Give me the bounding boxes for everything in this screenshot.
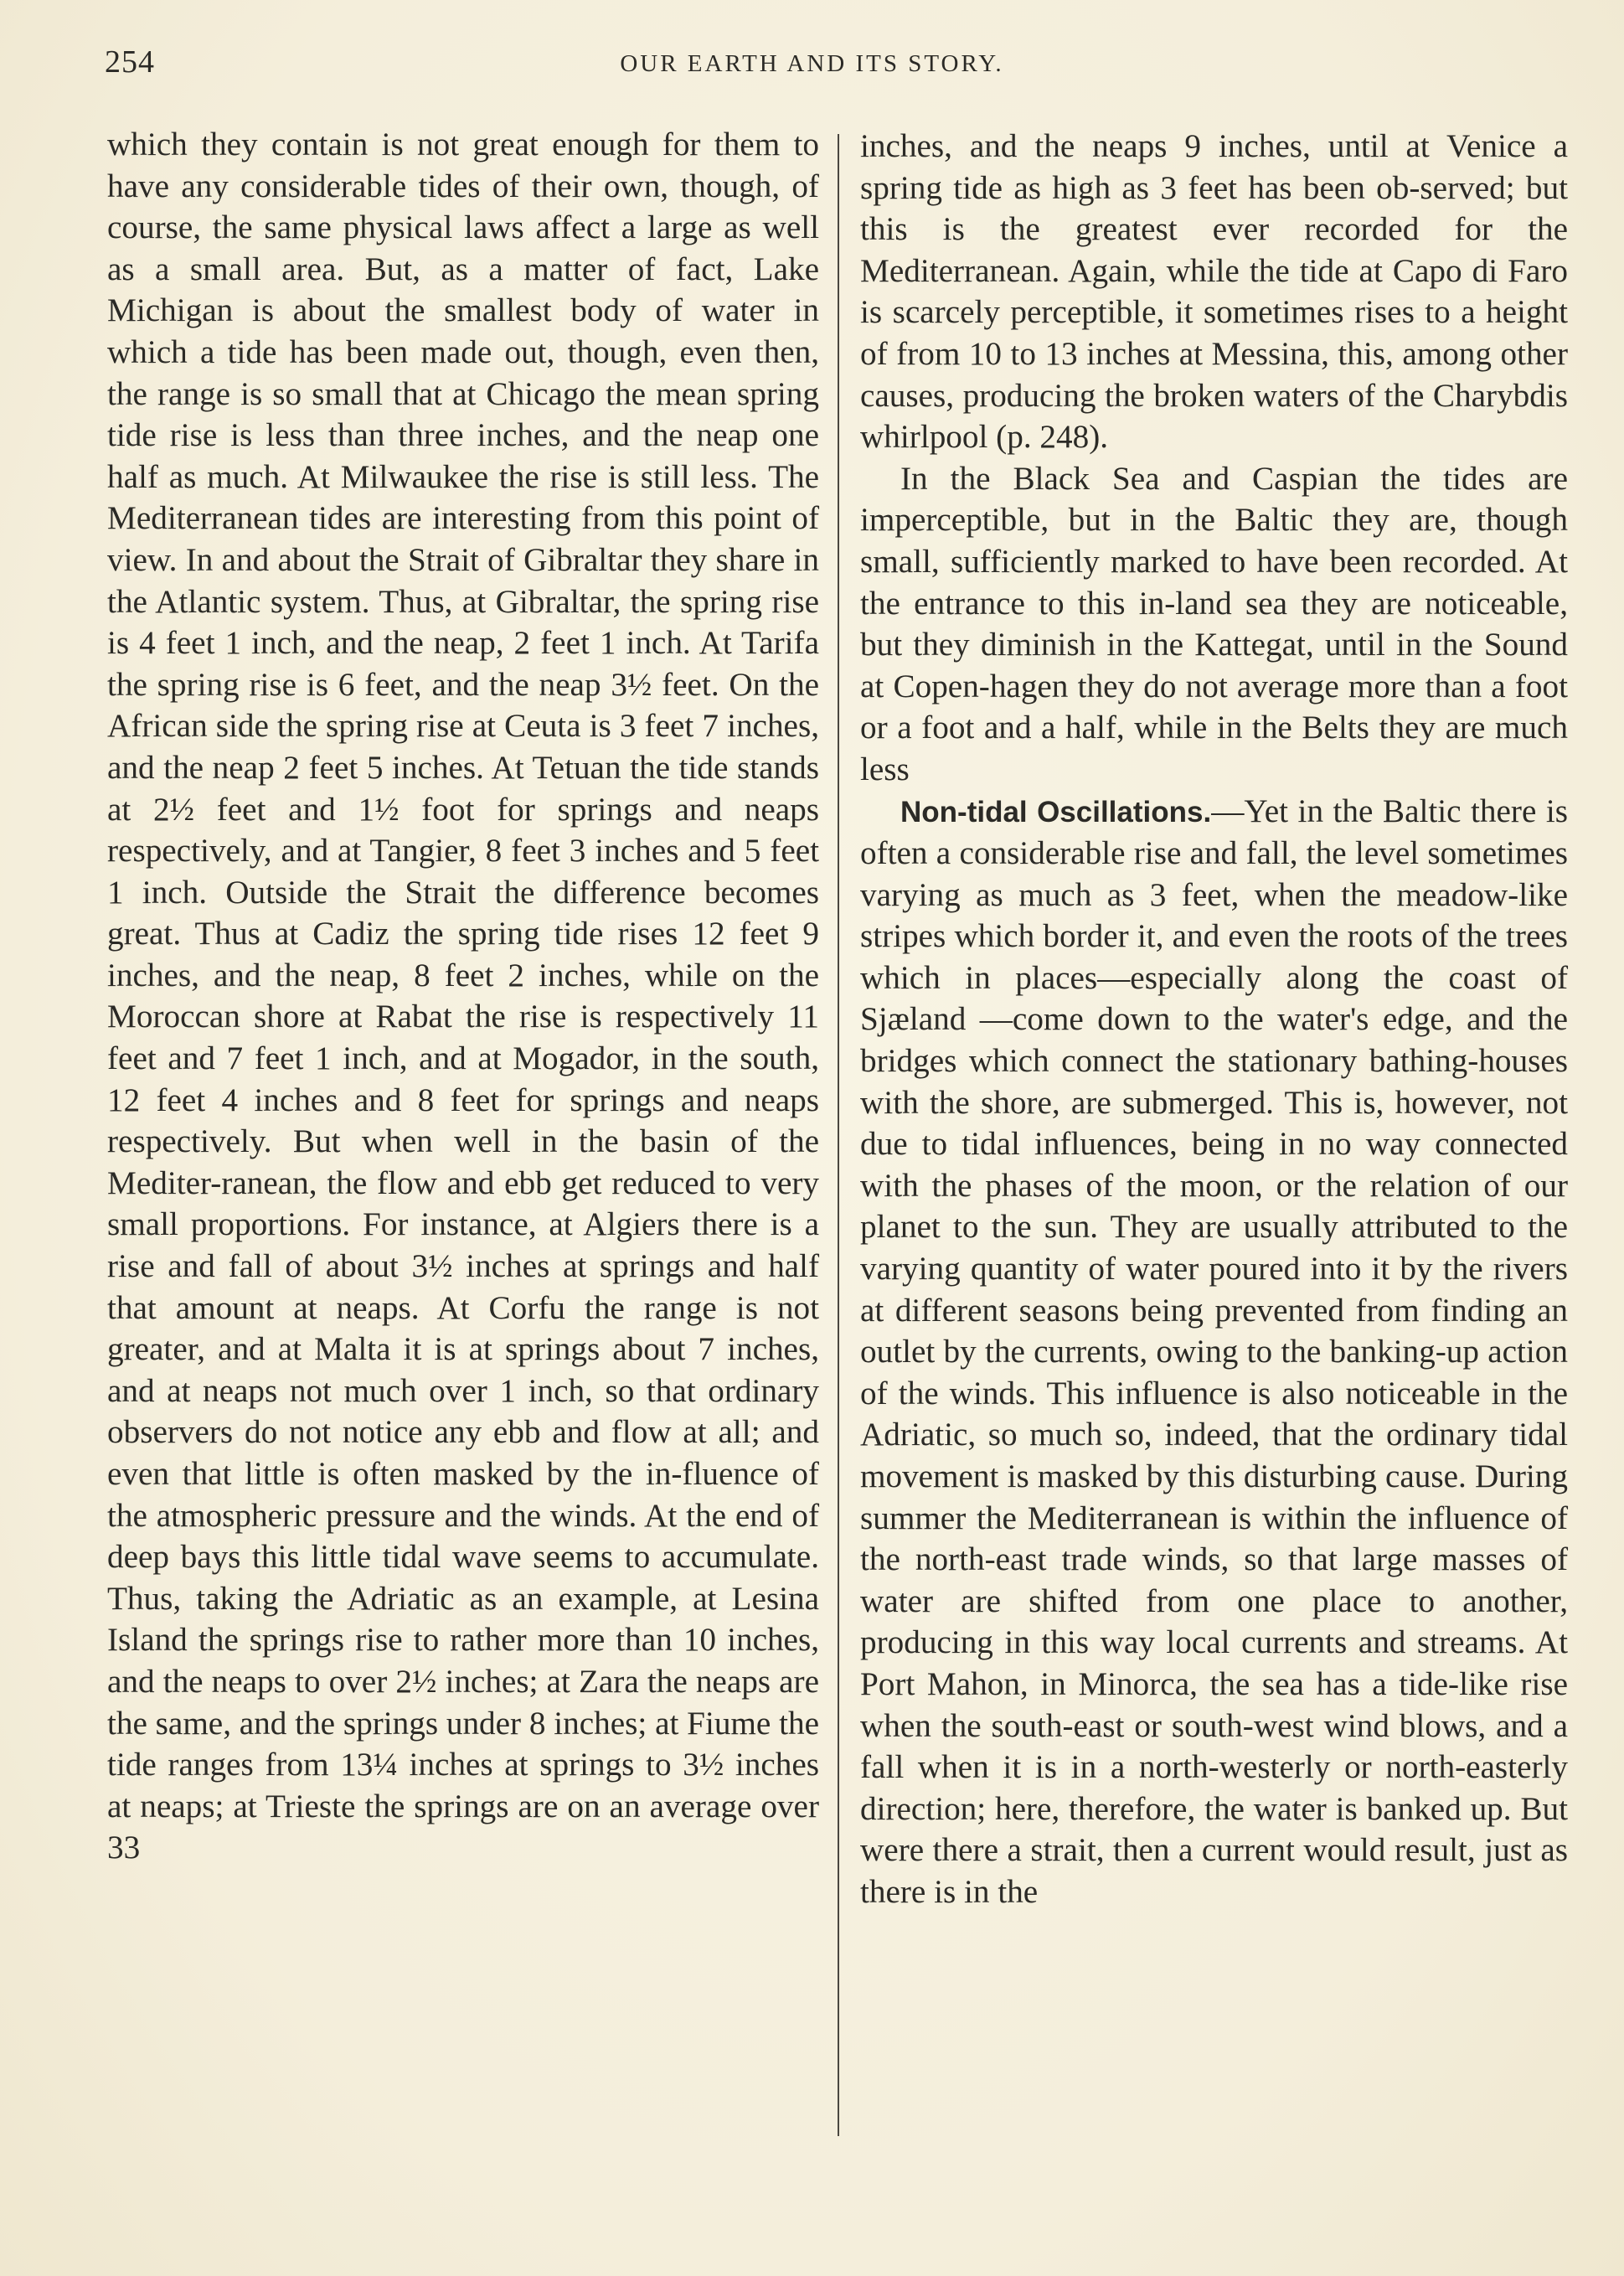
page-number: 254: [105, 44, 155, 80]
right-column: [860, 126, 1568, 1913]
left-column: [107, 124, 819, 1869]
right-paragraph-1: inches, and the neaps 9 inches, until at Venice a spring tide as high as 3 feet has been ob-served; but this is the greatest ever recorded for the Mediterranean. Again, while the tide at Capo di Faro is scarcely perceptible, it sometimes rises to a height of from 10 to 13 inches at Messina, this, among other causes, producing the broken waters of the Charybdis whirlpool (p. 248).: [860, 128, 1568, 456]
section-heading: Non-tidal Oscillations.: [900, 795, 1212, 828]
right-paragraph-2: In the Black Sea and Caspian the tides are imperceptible, but in the Baltic they are, though small, sufficiently marked to have been recorded. At the entrance to this in-land sea they are noticeable, but they diminish in the Kattegat, until in the Sound at Copen-hagen they do not average more than a foot or a foot and a half, while in the Belts they are much less: [860, 460, 1568, 787]
running-title: OUR EARTH AND ITS STORY.: [620, 50, 1004, 77]
column-divider: [838, 134, 839, 2136]
left-paragraph-1: which they contain is not great enough for them to have any considerable tides of their own, though, of course, the same physical laws affect a large as well as a small area. But, as a matter of fact, Lake Michigan is about the smallest body of water in which a tide has been made out, though, even then, the range is so small that at Chicago the mean spring tide rise is less than three inches, and the neap one half as much. At Milwaukee the rise is still less. The Mediterranean tides are interesting from this point of view. In and about the Strait of Gibraltar they share in the Atlantic system. Thus, at Gibraltar, the spring rise is 4 feet 1 inch, and the neap, 2 feet 1 inch. At Tarifa the spring rise is 6 feet, and the neap 3½ feet. On the African side the spring rise at Ceuta is 3 feet 7 inches, and the neap 2 feet 5 inches. At Tetuan the tide stands at 2½ feet and 1½ foot for springs and neaps respectively, and at Tangier, 8 feet 3 inches and 5 feet 1 inch. Outside the Strait the difference becomes great. Thus at Cadiz the spring tide rises 12 feet 9 inches, and the neap, 8 feet 2 inches, while on the Moroccan shore at Rabat the rise is respectively 11 feet and 7 feet 1 inch, and at Mogador, in the south, 12 feet 4 inches and 8 feet for springs and neaps respectively. But when well in the basin of the Mediter-ranean, the flow and ebb get reduced to very small proportions. For instance, at Algiers there is a rise and fall of about 3½ inches at springs and half that amount at neaps. At Corfu the range is not greater, and at Malta it is at springs about 7 inches, and at neaps not much over 1 inch, so that ordinary observers do not notice any ebb and flow at all; and even that little is often masked by the in-fluence of the atmospheric pressure and the winds. At the end of deep bays this little tidal wave seems to accumulate. Thus, taking the Adriatic as an example, at Lesina Island the springs rise to rather more than 10 inches, and the neaps to over 2½ inches; at Zara the neaps are the same, and the springs under 8 inches; at Fiume the tide ranges from 13¼ inches at springs to 3½ inches at neaps; at Trieste the springs are on an average over 33: [107, 126, 819, 1866]
right-paragraph-3: [860, 791, 1568, 1913]
section-body: —Yet in the Baltic there is often a considerable rise and fall, the level sometimes varying as much as 3 feet, when the meadow-like stripes which border it, and even the roots of the trees which in places—especially along the coast of Sjæland —come down to the water's edge, and the bridges which connect the stationary bathing-houses with the shore, are submerged. This is, however, not due to tidal influences, being in no way connected with the phases of the moon, or the relation of our planet to the sun. They are usually attributed to the varying quantity of water poured into it by the rivers at different seasons being prevented from finding an outlet by the currents, owing to the banking-up action of the winds. This influence is also noticeable in the Adriatic, so much so, indeed, that the ordinary tidal movement is masked by this disturbing cause. During summer the Mediterranean is within the influence of the north-east trade winds, so that large masses of water are shifted from one place to another, producing in this way local currents and streams. At Port Mahon, in Minorca, the sea has a tide-like rise when the south-east or south-west wind blows, and a fall when it is in a north-westerly or north-easterly direction; here, therefore, the water is banked up. But were there a strait, then a current would result, just as there is in the: [860, 792, 1568, 1910]
